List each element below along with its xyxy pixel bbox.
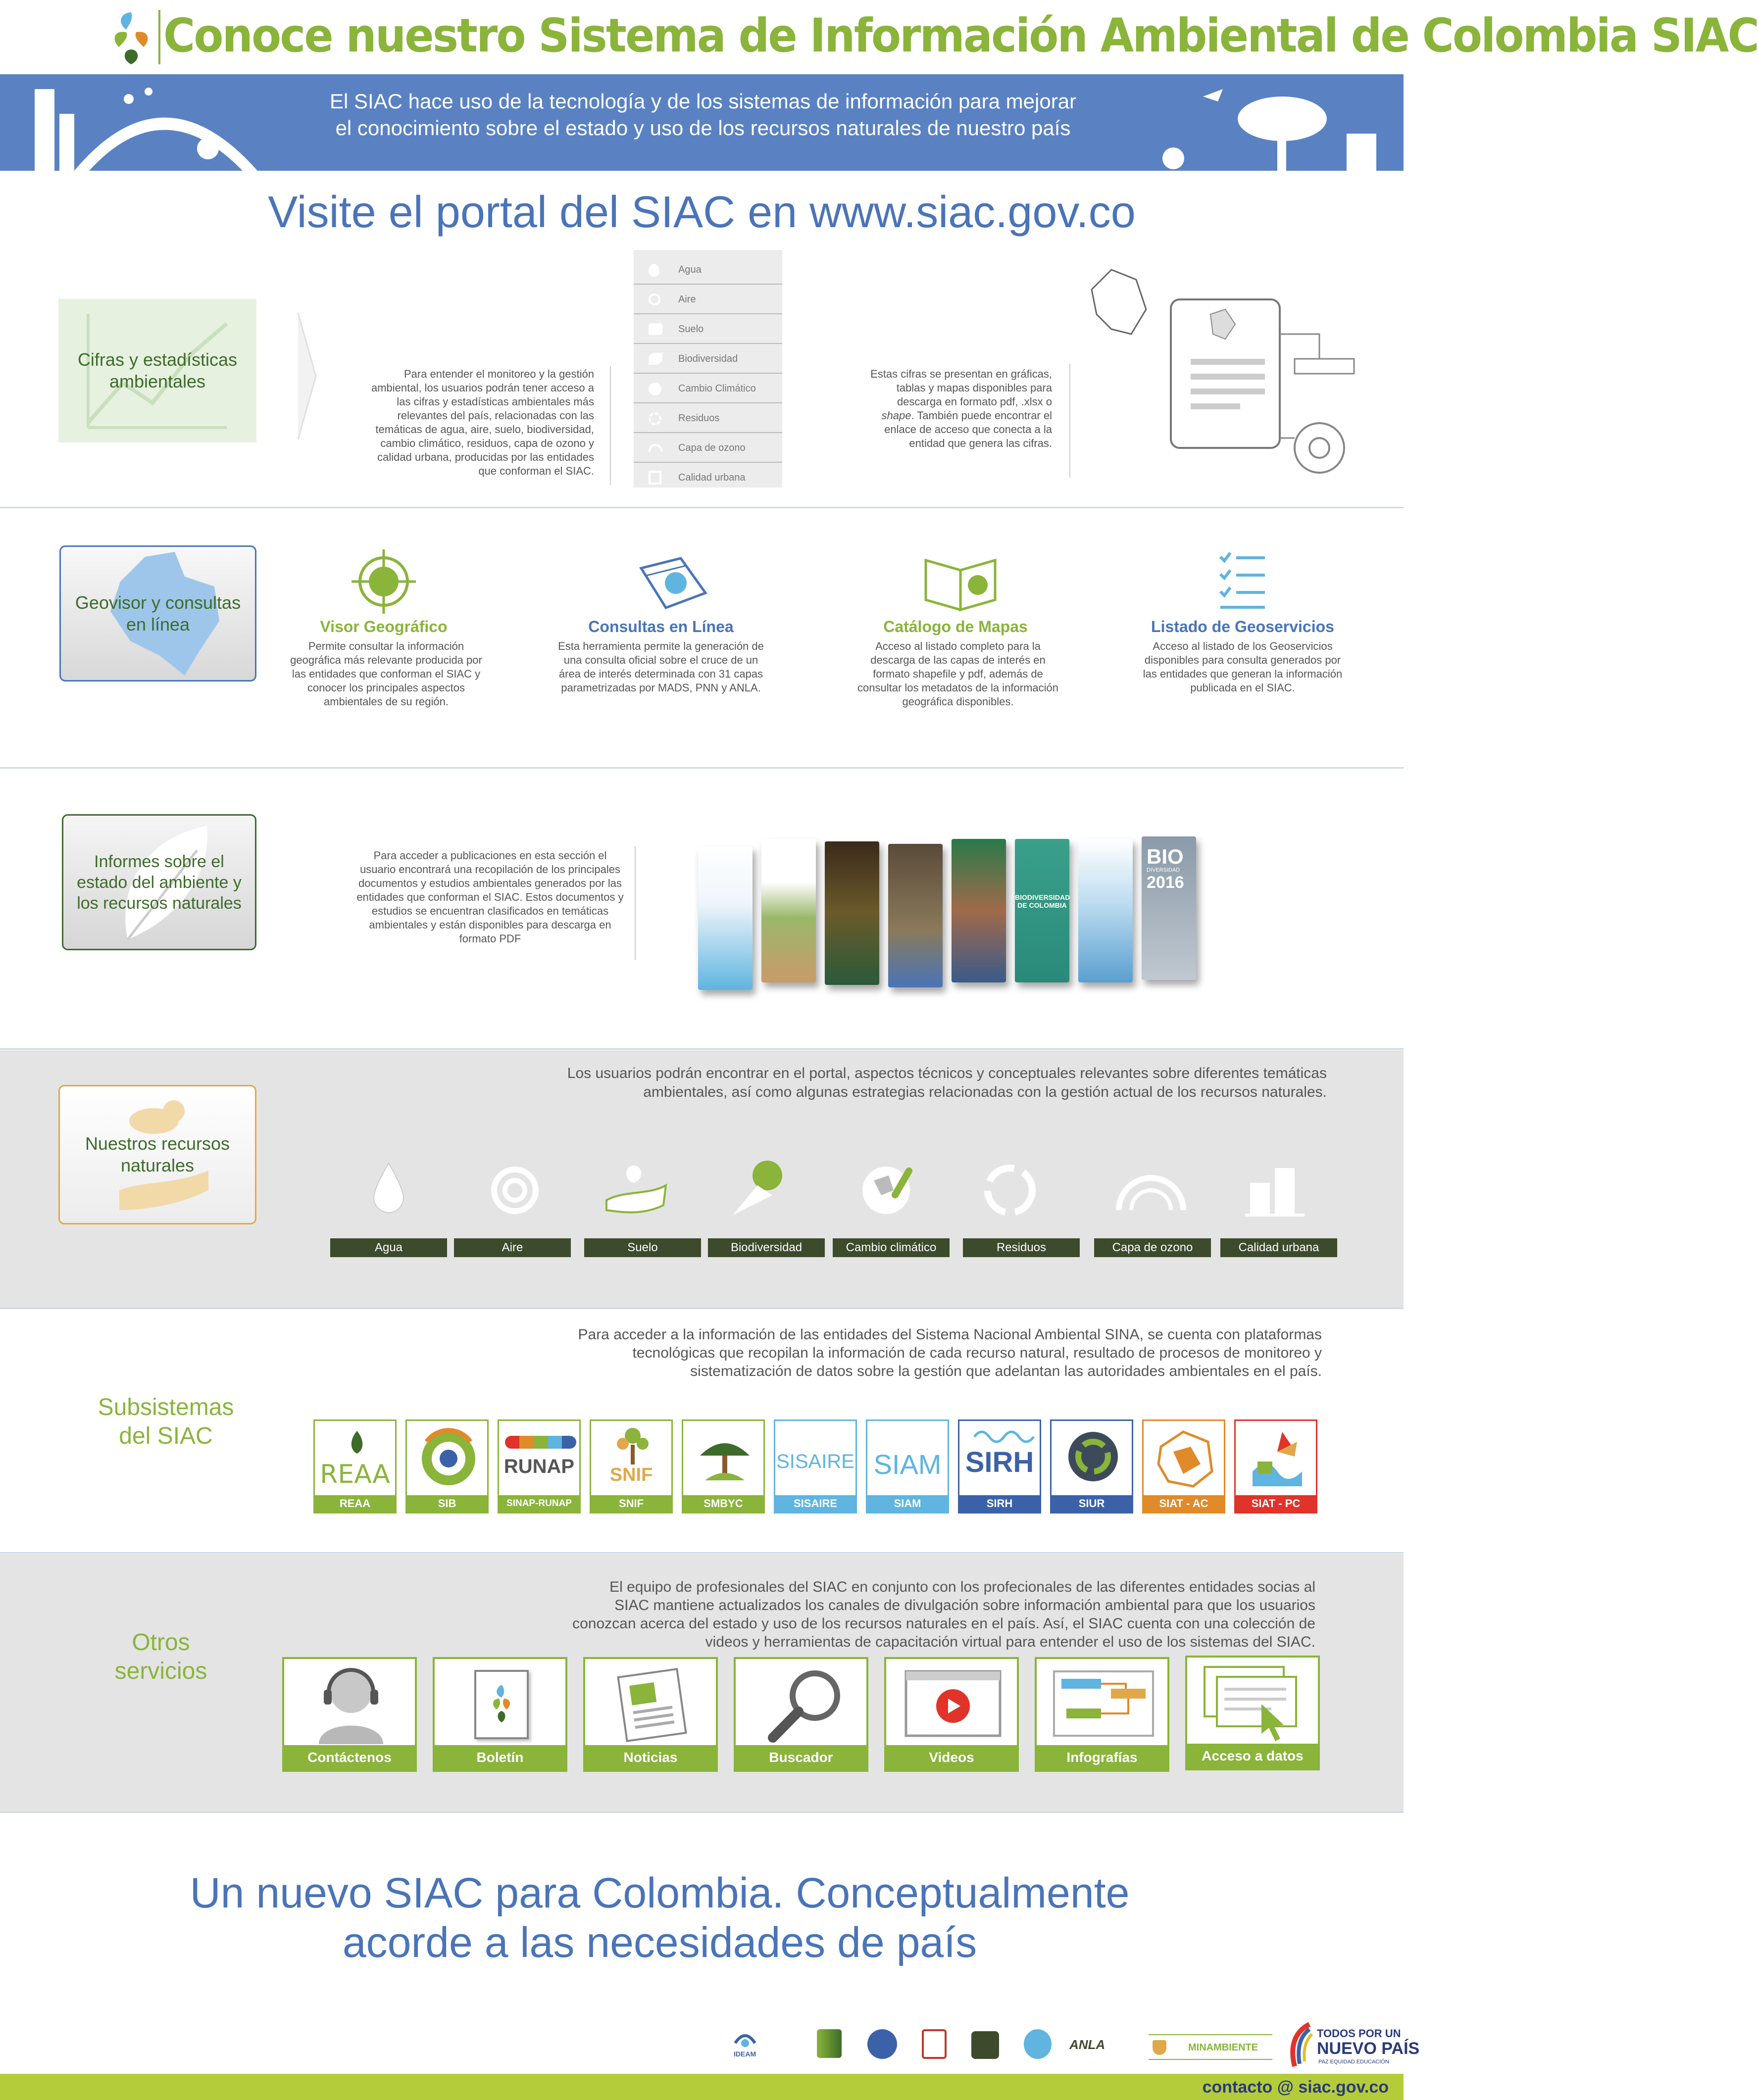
informes-box[interactable] xyxy=(62,814,256,950)
subsistemas-title-line: Subsistemas xyxy=(98,1394,234,1420)
data-access-pointer-icon xyxy=(1202,1664,1306,1744)
closing-line: Un nuevo SIAC para Colombia. Conceptualmente xyxy=(190,1869,1130,1917)
subsistemas-description-line: sistematización de datos sobre la gestión que adelantan las autoridades ambientales en el país. xyxy=(690,1363,1322,1379)
subsystem-card-sib[interactable] xyxy=(405,1419,489,1514)
menu-item-label: Capa de ozono xyxy=(678,442,746,453)
publication-cover[interactable] xyxy=(952,839,1006,982)
subsystem-logo-text: SISAIRE xyxy=(776,1451,854,1472)
tool-text-catalogo: Acceso al listado completo para la descarga de las capas de interés en formato shapefile y pdf, además de consultar los metadatos de la información geográfica disponibles. xyxy=(857,640,1058,708)
menu-item-label: Agua xyxy=(678,264,702,275)
portal-title[interactable]: Visite el portal del SIAC en www.siac.gov.co xyxy=(268,188,1136,237)
menu-item-label: Suelo xyxy=(678,324,704,335)
banner-line-1: El SIAC hace uso de la tecnología y de los sistemas de información para mejorar xyxy=(329,90,1077,113)
ozone-icon xyxy=(649,444,662,452)
subsystem-logo-text: SIAM xyxy=(873,1449,942,1480)
cover-bio-colombia-title: BIODIVERSIDAD DE COLOMBIA xyxy=(1015,893,1070,909)
infographic-icon xyxy=(1052,1669,1155,1738)
menu-item-cambio-climatico[interactable] xyxy=(634,374,782,403)
subsystem-label: SNIF xyxy=(591,1495,671,1512)
tool-title-catalogo[interactable]: Catálogo de Mapas xyxy=(883,618,1028,635)
tool-text-geoservicios: Acceso al listado de los Geoservicios disponibles para consulta generados por las entidades que generan la información publicada en el SIAC. xyxy=(1143,640,1343,694)
subsistemas-description-line: tecnológicas que recopilan la información de cada recurso natural, resultado de procesos de monitoreo y xyxy=(632,1345,1322,1361)
cover-bio-subtitle: DIVERSIDAD xyxy=(1147,867,1180,873)
cifras-description: Para entender el monitoreo y la gestión ambiental, los usuarios podrán tener acceso a las cifras y estadísticas ambientales más relevantes del país, relacionadas con las temáticas de agua, aire, suelo, biodiversidad, cambio climático, residuos, capa de ozono y calidad urbana, producidas por las entidades que conforman el SIAC. xyxy=(371,368,594,477)
otros-description-line: conozcan acerca del estado y uso de los recursos naturales en el país. Así, el SIAC cuenta con una colección de xyxy=(572,1615,1315,1632)
subsistemas-title xyxy=(67,1393,265,1451)
service-label: Infografías xyxy=(1037,1745,1167,1770)
service-card-noticias[interactable] xyxy=(583,1657,718,1772)
service-card-videos[interactable] xyxy=(884,1657,1019,1772)
subsystem-cards xyxy=(313,1419,1328,1514)
gov-swoosh-icon xyxy=(1285,2022,1314,2069)
publication-cover[interactable] xyxy=(698,846,753,990)
otros-title-line: servicios xyxy=(114,1658,207,1684)
resource-label-cambio-climatico[interactable]: Cambio climático xyxy=(833,1238,950,1257)
subsystem-card-siur[interactable] xyxy=(1050,1419,1133,1514)
cifras-box[interactable] xyxy=(58,299,256,442)
cifras-divider xyxy=(610,366,611,485)
recycle-logo-icon xyxy=(1066,1430,1120,1483)
section-divider xyxy=(0,1308,1404,1309)
menu-item-biodiversidad[interactable] xyxy=(634,344,782,374)
informes-divider xyxy=(635,846,636,960)
nature-illustration-icon xyxy=(1139,74,1404,171)
service-label: Acceso a datos xyxy=(1187,1744,1318,1768)
resource-label-calidad-urbana[interactable]: Calidad urbana xyxy=(1220,1238,1337,1257)
menu-item-label: Aire xyxy=(678,294,696,305)
otros-description-line: SIAC mantiene actualizados los canales de divulgación sobre información ambiental para que los usuarios xyxy=(614,1597,1315,1613)
subsystem-card-siat-ac[interactable] xyxy=(1142,1419,1225,1514)
footer-logo xyxy=(817,2029,842,2058)
resource-label-capa-ozono[interactable]: Capa de ozono xyxy=(1094,1238,1211,1257)
subsistemas-description xyxy=(366,1325,1322,1380)
resource-label-aire[interactable]: Aire xyxy=(454,1238,571,1257)
service-label: Buscador xyxy=(736,1745,866,1770)
section-divider xyxy=(0,1811,1404,1813)
subsystem-card-snif[interactable] xyxy=(590,1419,673,1514)
section-divider xyxy=(0,1552,1404,1554)
building-icon xyxy=(649,471,661,485)
gov-logo xyxy=(1285,2019,1420,2071)
resource-label-biodiversidad[interactable]: Biodiversidad xyxy=(708,1238,825,1257)
siac-logo xyxy=(106,7,156,67)
menu-item-label: Biodiversidad xyxy=(678,353,738,364)
menu-item-label: Cambio Climático xyxy=(678,383,756,394)
subsistemas-description-line: Para acceder a la información de las entidades del Sistema Nacional Ambiental SINA, se cuenta con plataformas xyxy=(578,1326,1322,1343)
bird-flower-icon xyxy=(728,1156,792,1220)
runap-icons-row xyxy=(505,1436,576,1449)
publication-cover[interactable] xyxy=(1015,839,1069,982)
footer-partner-logos xyxy=(733,2024,1109,2064)
subsystem-label: SIB xyxy=(407,1495,487,1512)
section-divider xyxy=(0,767,1404,769)
minambiente-label: MINAMBIENTE xyxy=(1188,2042,1258,2053)
subsystem-card-sisaire[interactable] xyxy=(774,1419,857,1514)
tool-title-visor[interactable]: Visor Geográfico xyxy=(320,618,448,635)
informes-description: Para acceder a publicaciones en esta sección el usuario encontrará una recopilación de los principales documentos y estudios ambientales generados por las entidades que conforman el SIAC. Estos documentos y estudios se encuentran clasificados en temáticas ambientales y están disponibles para descarga en formato PDF xyxy=(356,849,624,945)
menu-item-label: Calidad urbana xyxy=(678,472,746,483)
recursos-description-line: ambientales, así como algunas estrategias relacionadas con la gestión actual de los recursos naturales. xyxy=(643,1084,1327,1100)
service-label: Boletín xyxy=(435,1745,565,1770)
visor-geografico-icon xyxy=(352,549,416,614)
anla-logo-text: ANLA xyxy=(1069,2037,1105,2052)
section-divider xyxy=(0,507,1404,508)
publication-cover[interactable] xyxy=(825,841,879,985)
formats-text-pre: Estas cifras se presentan en gráficas, tablas y mapas disponibles para descarga en formato pdf, .xlsx o xyxy=(870,368,1052,408)
bird-icon xyxy=(649,353,662,365)
publication-cover[interactable] xyxy=(1142,836,1196,980)
tool-text-visor: Permite consultar la información geográfica más relevante producida por las entidades que conforman el SIAC y conocer los principales aspectos ambientales de su región. xyxy=(290,640,482,708)
otros-title-line: Otros xyxy=(132,1629,190,1656)
header-divider xyxy=(158,10,160,64)
cifras-formats-text xyxy=(861,367,1052,450)
subsystem-logo-text: SIRH xyxy=(965,1446,1034,1478)
subsystem-label: SIUR xyxy=(1052,1495,1132,1512)
video-player-icon xyxy=(904,1669,1003,1738)
cover-bio-title: BIO xyxy=(1147,845,1184,868)
service-card-acceso-datos[interactable] xyxy=(1185,1656,1320,1770)
menu-item-aire[interactable] xyxy=(634,285,782,314)
leaf-icon xyxy=(347,1430,367,1455)
footer-logo xyxy=(867,2029,897,2059)
service-card-buscador[interactable] xyxy=(734,1657,868,1772)
menu-item-agua[interactable] xyxy=(634,255,782,285)
subsystem-label: SIRH xyxy=(959,1495,1040,1512)
ideam-logo-text: IDEAM xyxy=(734,2050,756,2058)
water-wave-icon xyxy=(974,1427,1029,1442)
service-label: Noticias xyxy=(585,1745,716,1770)
subsistemas-title-line: del SIAC xyxy=(119,1423,213,1449)
service-card-boletin[interactable] xyxy=(433,1657,567,1772)
resource-label-agua[interactable]: Agua xyxy=(330,1238,447,1257)
resource-label-suelo[interactable]: Suelo xyxy=(584,1238,701,1257)
subsystem-label: SIAT - AC xyxy=(1144,1495,1224,1512)
subsystem-label: SISAIRE xyxy=(775,1495,855,1512)
tool-text-consultas: Esta herramienta permite la generación de una consulta oficial sobre el cruce de un área de interés determinada con 31 capas parametrizadas por MADS, PNN y ANLA. xyxy=(558,640,764,694)
menu-item-suelo[interactable] xyxy=(634,314,782,344)
headset-person-icon xyxy=(309,1665,393,1744)
closing-line: acorde a las necesidades de país xyxy=(342,1919,977,1966)
cover-bio-year: 2016 xyxy=(1147,873,1184,892)
footer-bar xyxy=(0,2074,1404,2100)
tree-logo-icon xyxy=(613,1425,653,1465)
geovisor-box-label: Geovisor y consultas en línea xyxy=(75,592,241,635)
arrow-icon xyxy=(297,312,317,440)
section-divider xyxy=(0,1048,1404,1050)
service-card-contactenos[interactable] xyxy=(282,1657,417,1772)
building-icon xyxy=(1245,1163,1305,1218)
water-drop-icon xyxy=(371,1161,406,1215)
publication-covers xyxy=(698,836,1218,985)
subsystem-card-sirh[interactable] xyxy=(958,1419,1041,1514)
magnifier-icon xyxy=(763,1666,847,1745)
footer-logo xyxy=(922,2029,947,2059)
otros-description xyxy=(366,1578,1315,1651)
subsystem-label: REAA xyxy=(315,1495,395,1512)
pacific-logo-icon xyxy=(1248,1427,1307,1491)
tool-title-geoservicios[interactable]: Listado de Geoservicios xyxy=(1151,618,1334,635)
subsystem-card-siam[interactable] xyxy=(866,1419,949,1514)
globe-thermometer-icon xyxy=(859,1161,918,1220)
city-illustration-icon xyxy=(0,74,277,171)
geovisor-box[interactable] xyxy=(59,545,256,682)
subsystem-logo-text: RUNAP xyxy=(503,1456,575,1477)
footer-logo xyxy=(971,2031,999,2059)
footer-logo xyxy=(1024,2029,1052,2059)
forest-logo-icon xyxy=(695,1431,754,1485)
formats-text-post: . También puede encontrar el enlace de acceso que conecta a la entidad que genera las cifras. xyxy=(884,409,1052,449)
air-swirl-icon xyxy=(490,1166,540,1215)
water-drop-icon xyxy=(649,264,659,277)
informes-box-label: Informes sobre el estado del ambiente y los recursos naturales xyxy=(77,852,242,913)
formats-divider xyxy=(1069,364,1070,478)
colombia-shield-icon xyxy=(1153,2040,1166,2055)
newspaper-icon xyxy=(612,1668,692,1742)
amazon-map-icon xyxy=(1154,1427,1217,1491)
cifras-menu xyxy=(634,250,782,488)
publication-cover[interactable] xyxy=(1078,839,1133,982)
siac-logo xyxy=(489,1684,514,1723)
service-card-infografias[interactable] xyxy=(1035,1657,1169,1772)
soil-hand-icon xyxy=(604,1161,668,1215)
menu-item-residuos[interactable] xyxy=(634,403,782,433)
ideam-logo-icon xyxy=(733,2028,757,2051)
recursos-description xyxy=(366,1064,1327,1102)
cifras-box-label: Cifras y estadísticas ambientales xyxy=(77,349,238,391)
otros-description-line: videos y herramientas de capacitación virtual para entender el uso de los sistemas del SIAC. xyxy=(705,1634,1315,1650)
recursos-description-line: Los usuarios podrán encontrar en el portal, aspectos técnicos y conceptuales relevantes sobre diferentes temáticas xyxy=(567,1065,1327,1081)
recursos-box-label: Nuestros recursos naturales xyxy=(85,1133,230,1175)
subsystem-card-runap[interactable] xyxy=(498,1419,581,1514)
document-map-illustration-icon xyxy=(1082,260,1359,488)
publication-cover[interactable] xyxy=(761,839,816,982)
globe-thermometer-icon xyxy=(649,383,661,395)
subsystem-label: SINAP-RUNAP xyxy=(499,1495,579,1512)
otros-title xyxy=(62,1628,260,1686)
sib-eye-logo-icon xyxy=(417,1427,480,1490)
menu-item-calidad-urbana[interactable] xyxy=(634,463,782,492)
subsystem-logo-text: SNIF xyxy=(609,1465,653,1485)
formats-text-shape: shape xyxy=(881,409,911,422)
gov-line-2: NUEVO PAÍS xyxy=(1317,2039,1420,2058)
air-swirl-icon xyxy=(649,293,660,305)
otros-description-line: El equipo de profesionales del SIAC en conjunto con los profecionales de las diferentes entidades socias al xyxy=(609,1579,1315,1595)
gov-line-1: TODOS POR UN xyxy=(1317,2027,1401,2040)
contact-email[interactable]: contacto @ siac.gov.co xyxy=(1202,2078,1389,2097)
service-label: Videos xyxy=(886,1745,1017,1770)
newsletter-document-icon xyxy=(474,1670,529,1739)
subsystem-label: SMBYC xyxy=(683,1495,763,1512)
banner-text xyxy=(238,88,1168,142)
soil-hand-icon xyxy=(649,323,662,335)
recycle-icon xyxy=(649,412,661,425)
catalogo-mapas-icon xyxy=(921,545,1000,615)
page-title: Conoce nuestro Sistema de Información Ambiental de Colombia SIAC xyxy=(163,9,1758,63)
subsystem-label: SIAM xyxy=(867,1495,948,1512)
subsystem-card-siat-pc[interactable] xyxy=(1234,1419,1317,1514)
ozone-icon xyxy=(1114,1168,1188,1213)
gov-line-3: PAZ EQUIDAD EDUCACIÓN xyxy=(1318,2059,1389,2065)
subsystem-card-smbyc[interactable] xyxy=(682,1419,765,1514)
subsystem-card-reaa[interactable] xyxy=(313,1419,397,1514)
consultas-linea-icon xyxy=(636,553,710,613)
tool-title-consultas[interactable]: Consultas en Línea xyxy=(588,618,734,635)
subsystem-label: SIAT - PC xyxy=(1236,1495,1316,1512)
service-label: Contáctenos xyxy=(284,1745,415,1770)
publication-cover[interactable] xyxy=(888,844,943,987)
closing-statement xyxy=(0,1868,1404,1967)
resource-label-residuos[interactable]: Residuos xyxy=(963,1238,1080,1257)
menu-item-capa-ozono[interactable] xyxy=(634,433,782,463)
banner-line-2: el conocimiento sobre el estado y uso de los recursos naturales de nuestro país xyxy=(335,116,1071,140)
recursos-box[interactable] xyxy=(58,1085,256,1224)
recycle-icon xyxy=(983,1163,1037,1218)
minambiente-logo xyxy=(1149,2034,1272,2060)
subsystem-logo-text: REAA xyxy=(320,1460,390,1489)
checklist-icon xyxy=(1215,547,1270,611)
menu-item-label: Residuos xyxy=(678,413,720,424)
